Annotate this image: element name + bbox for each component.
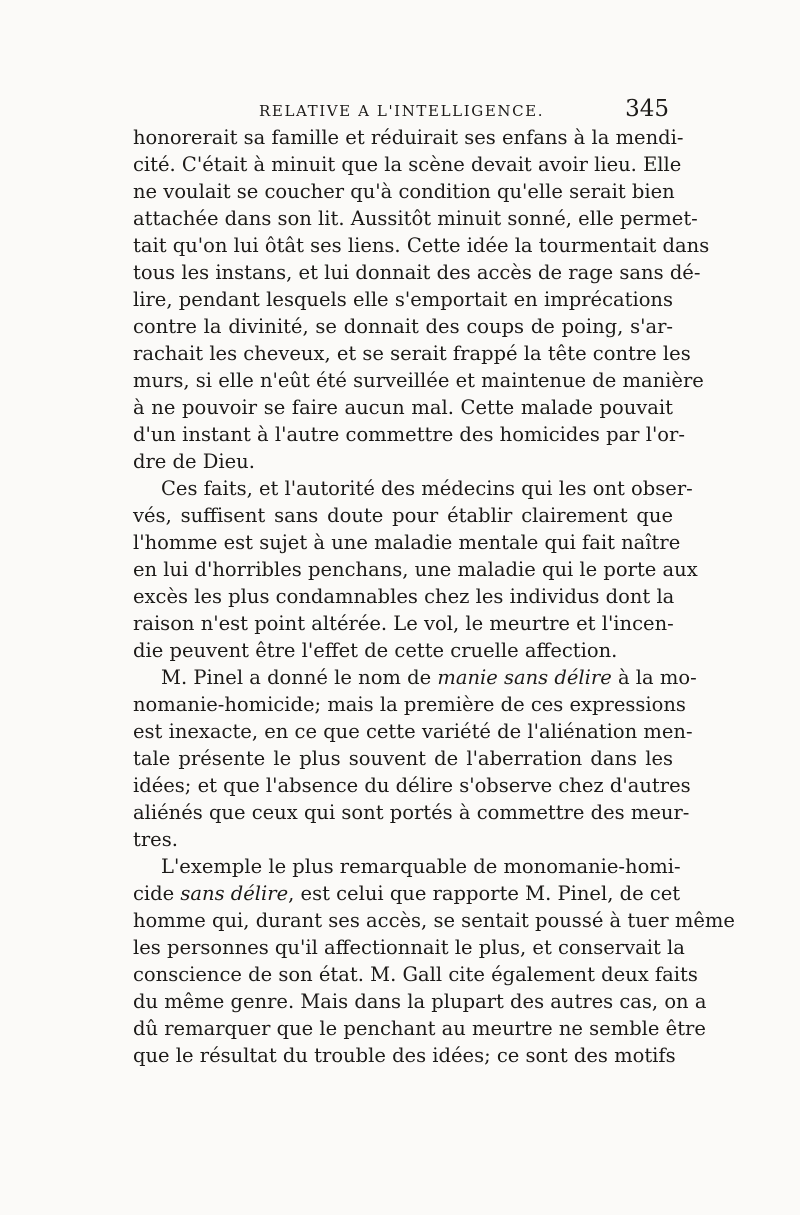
- text-line: tous les instans, et lui donnait des accès de rage sans dé-: [133, 261, 701, 284]
- page-number: 345: [625, 96, 669, 122]
- text-line: cité. C'était à minuit que la scène devait avoir lieu. Elle: [133, 153, 682, 176]
- text-line: à ne pouvoir se faire aucun mal. Cette malade pouvait: [133, 396, 673, 419]
- text-run: M. Pinel a donné le nom de: [161, 666, 438, 689]
- text-line: conscience de son état. M. Gall cite également deux faits: [133, 963, 698, 986]
- text-line: honorerait sa famille et réduirait ses enfans à la mendi-: [133, 126, 684, 149]
- text-line: tale présente le plus souvent de l'aberration dans les: [133, 747, 673, 770]
- text-line: murs, si elle n'eût été surveillée et maintenue de manière: [133, 369, 704, 392]
- text-run: cide: [133, 882, 181, 905]
- text-line: du même genre. Mais dans la plupart des autres cas, on a: [133, 990, 707, 1013]
- paragraph-1: [133, 124, 710, 475]
- text-line: contre la divinité, se donnait des coups de poing, s'ar-: [133, 315, 673, 338]
- text-line: homme qui, durant ses accès, se sentait poussé à tuer même: [133, 909, 735, 932]
- text-line: excès les plus condamnables chez les individus dont la: [133, 585, 675, 608]
- text-line: [133, 880, 681, 907]
- text-line: dre de Dieu.: [133, 450, 255, 473]
- text-line: aliénés que ceux qui sont portés à commettre des meur-: [133, 801, 690, 824]
- text-line: en lui d'horribles penchans, une maladie qui le porte aux: [133, 558, 698, 581]
- text-line: vés, suffisent sans doute pour établir clairement que: [133, 504, 673, 527]
- italic-term: manie sans délire: [437, 666, 612, 689]
- text-line: l'homme est sujet à une maladie mentale qui fait naître: [133, 531, 681, 554]
- text-line: L'exemple le plus remarquable de monomanie-homi-: [161, 855, 681, 878]
- text-line: les personnes qu'il affectionnait le plus, et conservait la: [133, 936, 685, 959]
- text-line: idées; et que l'absence du délire s'observe chez d'autres: [133, 774, 691, 797]
- text-line: tait qu'on lui ôtât ses liens. Cette idée la tourmentait dans: [133, 234, 710, 257]
- text-line: rachait les cheveux, et se serait frappé la tête contre les: [133, 342, 691, 365]
- text-line: raison n'est point altérée. Le vol, le meurtre et l'incen-: [133, 612, 674, 635]
- italic-term: sans délire: [180, 882, 289, 905]
- text-run: , est celui que rapporte M. Pinel, de cet: [288, 882, 681, 905]
- text-line: que le résultat du trouble des idées; ce sont des motifs: [133, 1044, 676, 1067]
- text-run: à la mo-: [611, 666, 697, 689]
- text-line: die peuvent être l'effet de cette cruelle affection.: [133, 639, 618, 662]
- text-line: attachée dans son lit. Aussitôt minuit sonné, elle permet-: [133, 207, 698, 230]
- text-line: [133, 664, 697, 691]
- running-title: RELATIVE A L'INTELLIGENCE.: [259, 102, 545, 120]
- paragraph-3: [133, 664, 697, 853]
- text-line: dû remarquer que le penchant au meurtre ne semble être: [133, 1017, 706, 1040]
- text-line: Ces faits, et l'autorité des médecins qui les ont obser-: [161, 477, 693, 500]
- text-line: nomanie-homicide; mais la première de ces expressions: [133, 693, 686, 716]
- text-line: tres.: [133, 828, 178, 851]
- text-line: lire, pendant lesquels elle s'emportait en imprécations: [133, 288, 673, 311]
- paragraph-2: [133, 475, 698, 664]
- paragraph-4: [133, 853, 735, 1069]
- text-line: est inexacte, en ce que cette variété de l'aliénation men-: [133, 720, 693, 743]
- text-line: d'un instant à l'autre commettre des homicides par l'or-: [133, 423, 685, 446]
- text-line: ne voulait se coucher qu'à condition qu'elle serait bien: [133, 180, 675, 203]
- body-text: [133, 124, 735, 1069]
